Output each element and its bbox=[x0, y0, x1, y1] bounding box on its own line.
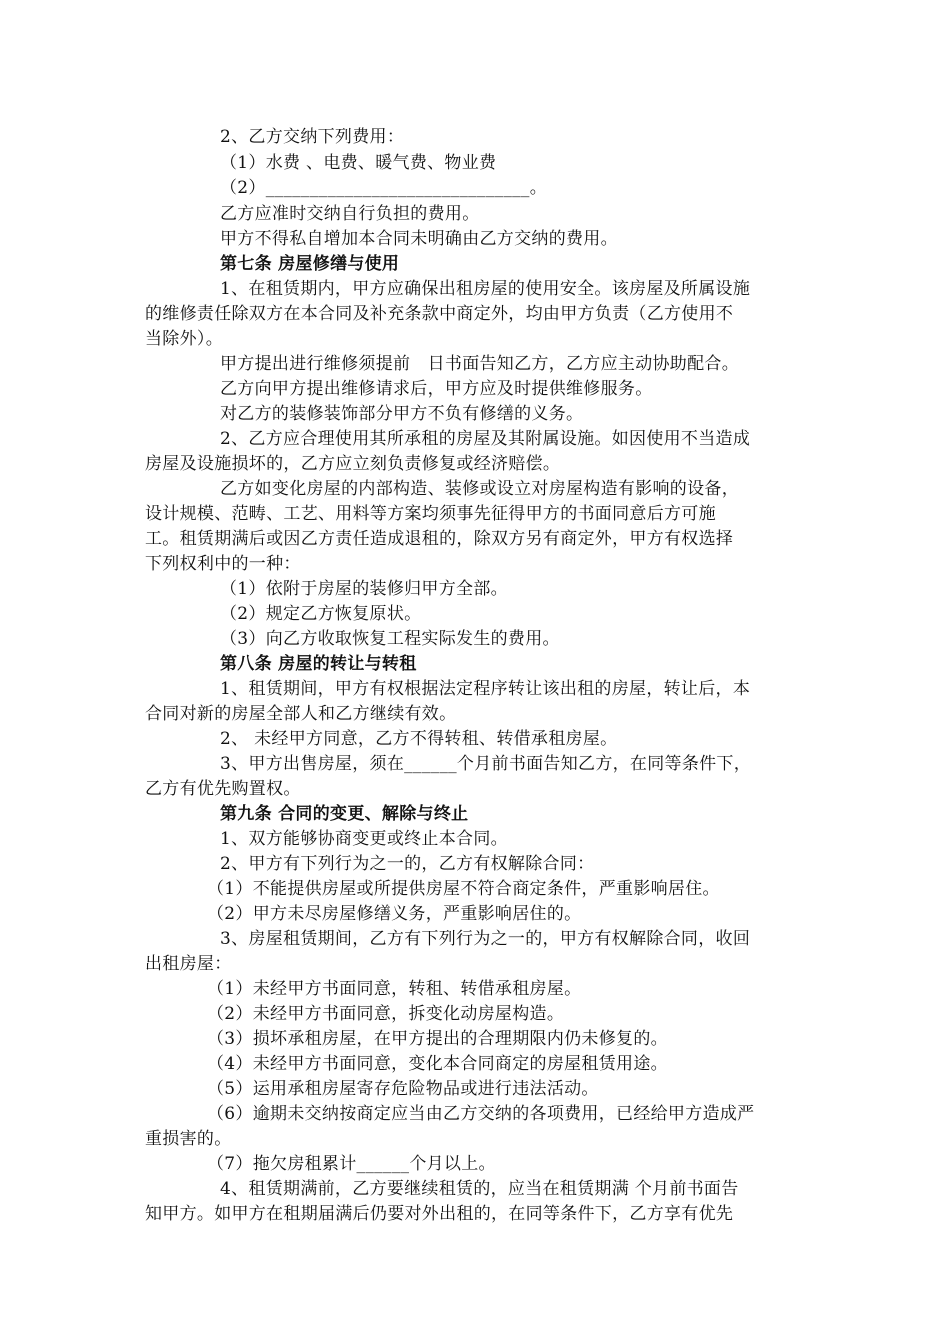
text-line: 乙方应准时交纳自行负担的费用。 bbox=[220, 204, 480, 224]
section-heading: 第九条 合同的变更、解除与终止 bbox=[220, 804, 469, 824]
text-line: （6）逾期未交纳按商定应当由乙方交纳的各项费用，已经给甲方造成严 bbox=[207, 1104, 755, 1124]
text-line: 4、租赁期满前，乙方要继续租赁的，应当在租赁期满 个月前书面告 bbox=[220, 1179, 739, 1199]
text-line: （5）运用承租房屋寄存危险物品或进行违法活动。 bbox=[207, 1079, 599, 1099]
text-line: （3）向乙方收取恢复工程实际发生的费用。 bbox=[220, 629, 560, 649]
text-line: 乙方有优先购置权。 bbox=[145, 779, 301, 799]
text-line: 房屋及设施损坏的，乙方应立刻负责修复或经济赔偿。 bbox=[145, 454, 561, 474]
text-line: （1）未经甲方书面同意，转租、转借承租房屋。 bbox=[207, 979, 582, 999]
text-line: 3、甲方出售房屋，须在______个月前书面告知乙方，在同等条件下， bbox=[220, 754, 752, 774]
text-line: 1、租赁期间，甲方有权根据法定程序转让该出租的房屋，转让后，本 bbox=[220, 679, 751, 699]
text-line: 2、甲方有下列行为之一的，乙方有权解除合同： bbox=[220, 854, 595, 874]
text-line: 2、 未经甲方同意，乙方不得转租、转借承租房屋。 bbox=[220, 729, 618, 749]
text-line: 3、房屋租赁期间，乙方有下列行为之一的，甲方有权解除合同，收回 bbox=[220, 929, 751, 949]
text-line: 当除外）。 bbox=[145, 329, 223, 349]
text-line: （2）甲方未尽房屋修缮义务，严重影响居住的。 bbox=[207, 904, 582, 924]
text-line: 设计规模、范畴、工艺、用料等方案均须事先征得甲方的书面同意后方可施 bbox=[145, 504, 716, 524]
text-line: （7）拖欠房租累计______个月以上。 bbox=[207, 1154, 496, 1174]
text-line: 2、乙方应合理使用其所承租的房屋及其附属设施。如因使用不当造成 bbox=[220, 429, 751, 449]
text-line: 1、在租赁期内，甲方应确保出租房屋的使用安全。该房屋及所属设施 bbox=[220, 279, 751, 299]
section-heading: 第七条 房屋修缮与使用 bbox=[220, 254, 400, 274]
text-line: 下列权利中的一种： bbox=[145, 554, 301, 574]
text-line: 甲方提出进行维修须提前 日书面告知乙方，乙方应主动协助配合。 bbox=[220, 354, 739, 374]
section-heading: 第八条 房屋的转让与转租 bbox=[220, 654, 417, 674]
text-line: 乙方如变化房屋的内部构造、装修或设立对房屋构造有影响的设备， bbox=[220, 479, 739, 499]
text-line: （4）未经甲方书面同意，变化本合同商定的房屋租赁用途。 bbox=[207, 1054, 668, 1074]
text-line: 的维修责任除双方在本合同及补充条款中商定外，均由甲方负责（乙方使用不 bbox=[145, 304, 734, 324]
text-line: 甲方不得私自增加本合同未明确由乙方交纳的费用。 bbox=[220, 229, 618, 249]
text-line: 重损害的。 bbox=[145, 1129, 232, 1149]
text-line: （2）规定乙方恢复原状。 bbox=[220, 604, 422, 624]
text-line: 工。租赁期满后或因乙方责任造成退租的，除双方另有商定外，甲方有权选择 bbox=[145, 529, 734, 549]
text-line: （3）损坏承租房屋，在甲方提出的合理期限内仍未修复的。 bbox=[207, 1029, 668, 1049]
text-line: （1）依附于房屋的装修归甲方全部。 bbox=[220, 579, 508, 599]
text-line: （1）不能提供房屋或所提供房屋不符合商定条件，严重影响居住。 bbox=[207, 879, 720, 899]
text-line: 知甲方。如甲方在租期届满后仍要对外出租的，在同等条件下，乙方享有优先 bbox=[145, 1204, 734, 1224]
text-line: （2）未经甲方书面同意，拆变化动房屋构造。 bbox=[207, 1004, 565, 1024]
text-line: 1、双方能够协商变更或终止本合同。 bbox=[220, 829, 508, 849]
text-line: （2）______________________________。 bbox=[220, 178, 548, 198]
text-line: （1）水费 、电费、暖气费、物业费 bbox=[220, 153, 497, 173]
text-line: 出租房屋： bbox=[145, 954, 232, 974]
text-line: 对乙方的装修装饰部分甲方不负有修缮的义务。 bbox=[220, 404, 584, 424]
text-line: 合同对新的房屋全部人和乙方继续有效。 bbox=[145, 704, 457, 724]
text-line: 乙方向甲方提出维修请求后，甲方应及时提供维修服务。 bbox=[220, 379, 653, 399]
text-line: 2、乙方交纳下列费用： bbox=[220, 127, 405, 147]
